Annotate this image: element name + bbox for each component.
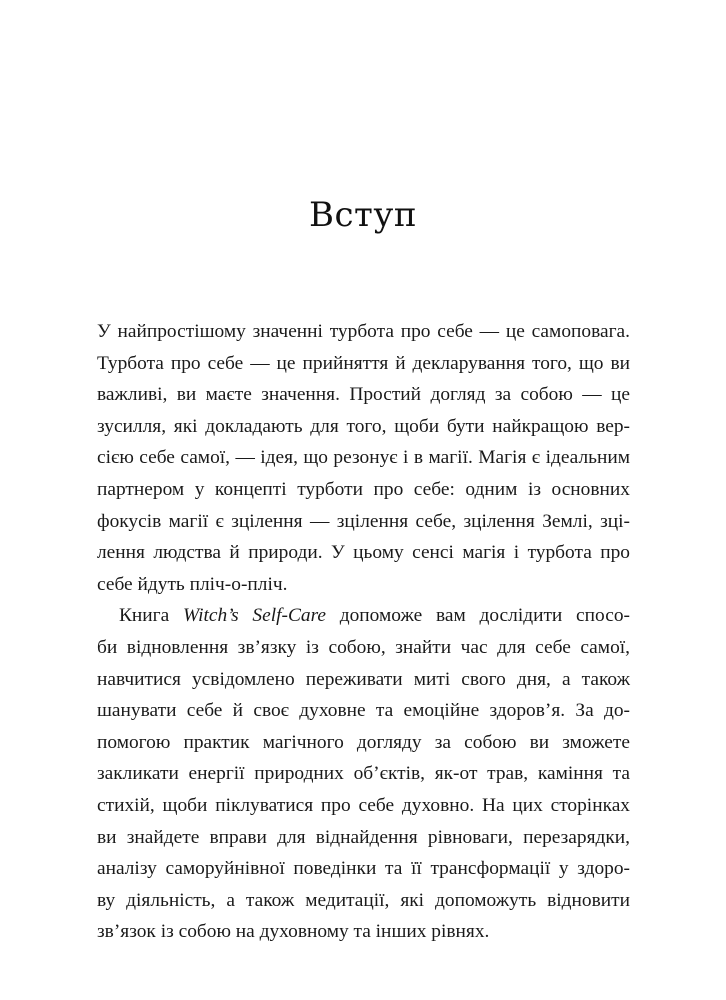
text-line: стихій, щоби піклуватися про себе духовно. На цих сторінках — [97, 794, 630, 816]
text-line: сією себе самої, — ідея, що резонує і в магії. Магія є ідеальним — [97, 447, 630, 469]
text-line: зв’язок із собою на духовному та інших рівнях. — [97, 921, 490, 943]
text-segment: допоможе вам дослідити спосо- — [326, 605, 630, 627]
book-title-italic: Witch’s Self-Care — [183, 605, 326, 627]
text-line: фокусів магії є зцілення — зцілення себе, зцілення Землі, зці- — [97, 510, 630, 532]
paragraph-1 — [97, 316, 630, 600]
text-line: помогою практик магічного догляду за собою ви зможете — [97, 731, 630, 753]
text-line-first — [97, 600, 630, 632]
chapter-body — [97, 316, 630, 948]
text-line: себе йдуть пліч-о-пліч. — [97, 573, 288, 595]
text-line: лення людства й природи. У цьому сенсі магія і турбота про — [97, 542, 630, 564]
text-line: ву діяльність, а також медитації, які допоможуть відновити — [97, 889, 630, 911]
text-line: Турбота про себе — це прийняття й декларування того, що ви — [97, 352, 630, 374]
text-line: У найпростішому значенні турбота про себе — це самоповага. — [97, 321, 630, 342]
text-segment: Книга — [119, 605, 183, 627]
paragraph-2 — [97, 600, 630, 948]
text-line: аналізу саморуйнівної поведінки та її трансформації у здоро- — [97, 858, 630, 880]
text-line: би відновлення зв’язку із собою, знайти час для себе самої, — [97, 636, 630, 658]
text-line: ви знайдете вправи для віднайдення рівноваги, перезарядки, — [97, 826, 630, 848]
text-line: зусилля, які докладають для того, щоби бути найкращою вер- — [97, 415, 630, 437]
text-line: навчитися усвідомлено переживати миті свого дня, а також — [97, 668, 630, 690]
text-line: важливі, ви маєте значення. Простий догляд за собою — це — [97, 384, 630, 406]
chapter-title: Вступ — [308, 195, 417, 235]
text-line: шанувати себе й своє духовне та емоційне здоров’я. За до- — [97, 700, 630, 722]
text-line: партнером у концепті турботи про себе: одним із основних — [97, 478, 630, 500]
text-line: закликати енергії природних об’єктів, як-от трав, каміння та — [97, 763, 630, 785]
